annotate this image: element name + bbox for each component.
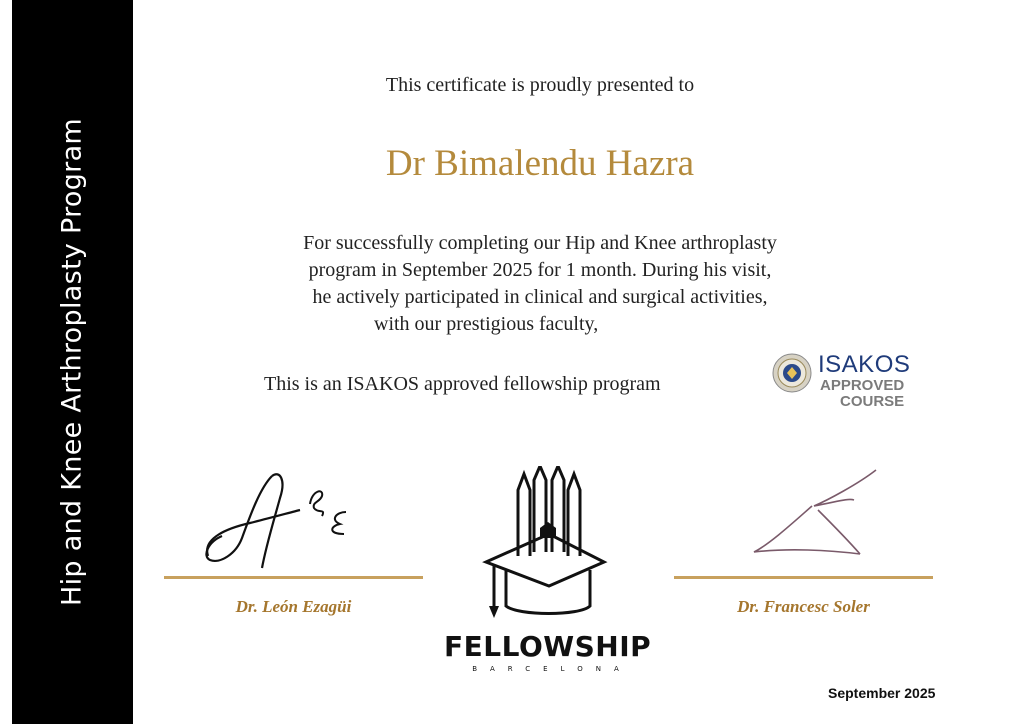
- signature-right: [748, 464, 884, 556]
- isakos-approved-badge: [772, 351, 912, 411]
- presented-to-text: This certificate is proudly presented to: [385, 74, 695, 96]
- body-line: For successfully completing our Hip and Knee arthroplasty: [303, 232, 777, 254]
- recipient-name: Dr Bimalendu Hazra: [385, 143, 695, 184]
- sidebar-band: [12, 0, 133, 724]
- body-line: he actively participated in clinical and surgical activities,: [312, 286, 768, 308]
- certificate-body: [240, 230, 840, 338]
- body-line: program in September 2025 for 1 month. During his visit,: [308, 259, 772, 281]
- signatory-name-left: Dr. León Ezagüi: [235, 597, 352, 616]
- fellowship-wordmark: FELLOWSHIP: [444, 630, 652, 663]
- signatory-name-right: Dr. Francesc Soler: [737, 597, 870, 616]
- body-line: with our prestigious faculty,: [374, 313, 599, 335]
- isakos-approved-text: APPROVED: [820, 377, 905, 394]
- signature-line-left: [164, 576, 423, 579]
- isakos-wordmark: ISAKOS: [818, 351, 911, 378]
- fellowship-city: BARCELONA: [472, 665, 632, 673]
- program-title: Hip and Knee Arthroplasty Program: [56, 117, 88, 607]
- sagrada-familia-graduation-cap-icon: [478, 466, 608, 628]
- isakos-course-text: COURSE: [840, 393, 905, 410]
- isakos-seal-icon: [772, 353, 812, 393]
- signature-line-right: [674, 576, 933, 579]
- certificate-date: September 2025: [828, 685, 936, 701]
- approval-statement: This is an ISAKOS approved fellowship program: [264, 373, 661, 395]
- signature-left: [200, 468, 360, 576]
